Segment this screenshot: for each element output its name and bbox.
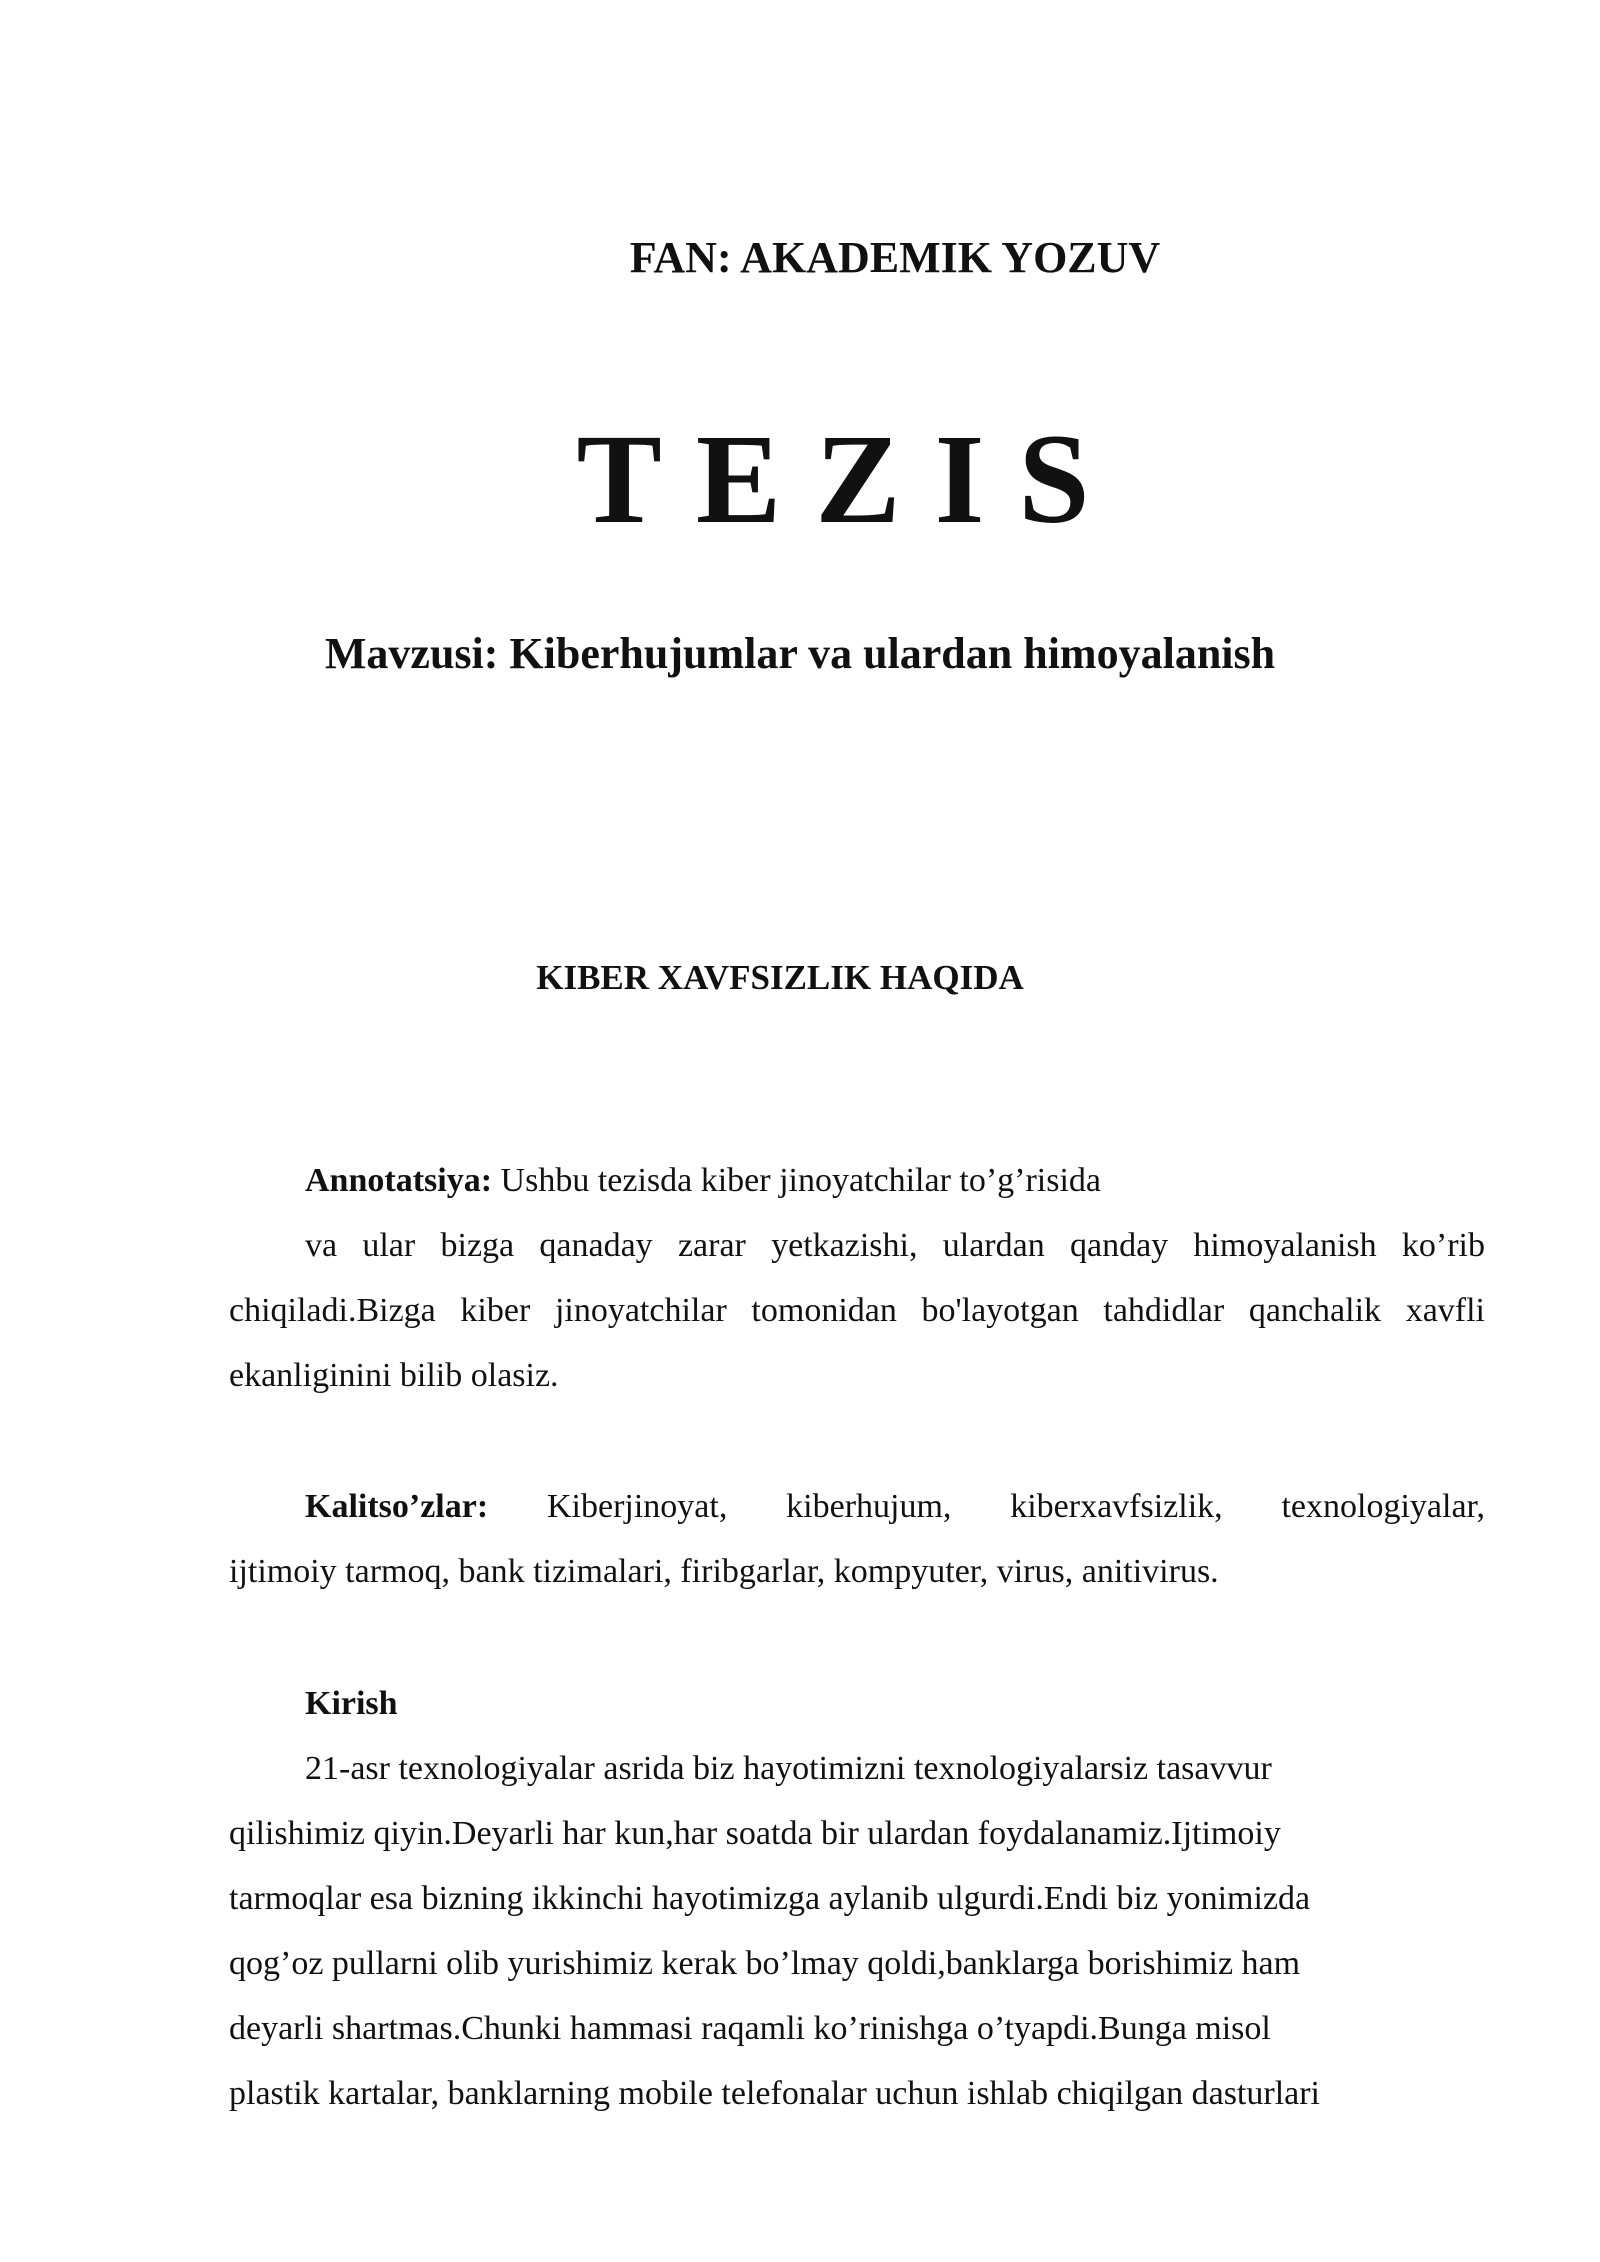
keywords-text-1: Kiberjinoyat, kiberhujum, kiberxavfsizlik, texnologiyalar,	[488, 1488, 1485, 1525]
annotation-text-1: Ushbu tezisda kiber jinoyatchilar to’g’risida	[492, 1162, 1102, 1199]
annotation-first-line	[229, 1148, 1485, 1213]
topic-heading: Mavzusi: Kiberhujumlar va ulardan himoyalanish	[324, 629, 1276, 678]
section-heading: KIBER XAVFSIZLIK HAQIDA	[536, 958, 1024, 997]
intro-heading-text: Kirish	[305, 1685, 398, 1722]
intro-line: tarmoqlar esa bizning ikkinchi hayotimizga aylanib ulgurdi.Endi biz yonimizda	[229, 1880, 1311, 1917]
keywords-first-line	[229, 1474, 1485, 1539]
annotation-text-2: va ular bizga qanaday zarar yetkazishi, ulardan qanday himoyalanish ko’rib	[305, 1227, 1485, 1264]
keywords-paragraph	[229, 1474, 1485, 1604]
annotation-paragraph	[229, 1148, 1485, 1408]
annotation-label: Annotatsiya:	[305, 1162, 493, 1199]
keywords-label: Kalitso’zlar:	[305, 1488, 489, 1525]
intro-line: qog’oz pullarni olib yurishimiz kerak bo’lmay qoldi,banklarga borishimiz ham	[229, 1945, 1301, 1982]
annotation-text-3: chiqiladi.Bizga kiber jinoyatchilar tomonidan bo'layotgan tahdidlar qanchalik xavfli	[229, 1292, 1485, 1329]
document-title: TEZIS	[576, 408, 1124, 550]
subject-heading: FAN: AKADEMIK YOZUV	[629, 233, 1161, 282]
annotation-text-4: ekanliginini bilib olasiz.	[229, 1357, 559, 1394]
intro-line: 21-asr texnologiyalar asrida biz hayotimizni texnologiyalarsiz tasavvur	[305, 1750, 1272, 1787]
intro-line: deyarli shartmas.Chunki hammasi raqamli ko’rinishga o’tyapdi.Bunga misol	[229, 2010, 1271, 2047]
keywords-text-2: ijtimoiy tarmoq, bank tizimalari, firibgarlar, kompyuter, virus, anitivirus.	[229, 1553, 1219, 1590]
intro-line: qilishimiz qiyin.Deyarli har kun,har soatda bir ulardan foydalanamiz.Ijtimoiy	[229, 1815, 1281, 1852]
intro-section	[229, 1671, 1485, 2126]
intro-heading	[229, 1671, 1485, 1736]
intro-line: plastik kartalar, banklarning mobile telefonalar uchun ishlab chiqilgan dasturlari	[229, 2075, 1321, 2112]
